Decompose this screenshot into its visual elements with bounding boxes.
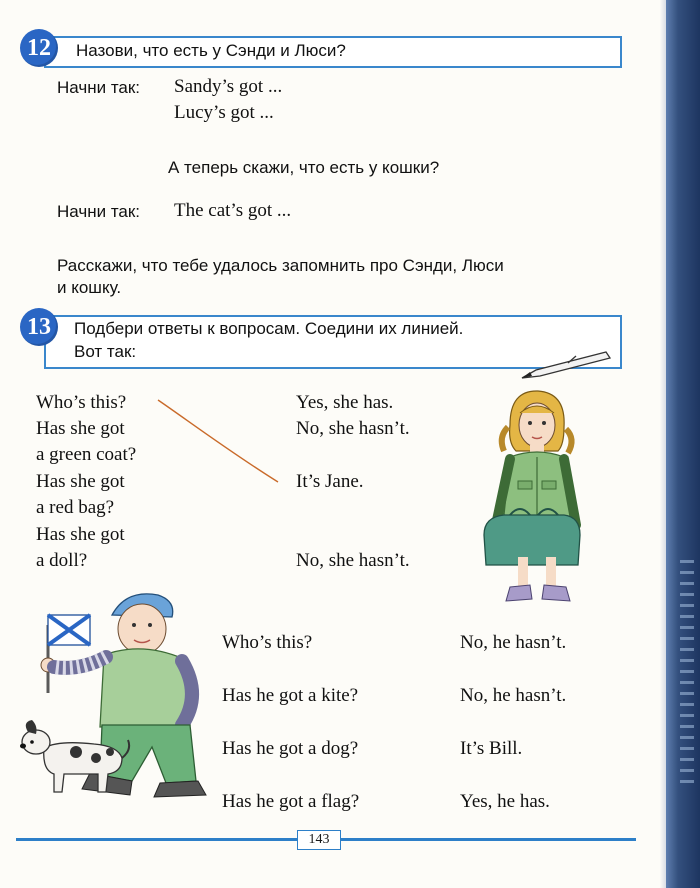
question-text: a doll? bbox=[36, 550, 88, 571]
question-text: a green coat? bbox=[36, 444, 137, 465]
question-text: Has she got bbox=[36, 418, 125, 439]
answer-text: It’s Bill. bbox=[460, 738, 523, 759]
answer-text: No, he hasn’t. bbox=[460, 632, 567, 653]
task-12-badge: 12 bbox=[20, 29, 58, 67]
question-text: Has he got a kite? bbox=[222, 685, 359, 706]
start-phrase: Lucy’s got ... bbox=[174, 102, 274, 123]
task-13-instruction: Подбери ответы к вопросам. Соедини их линией. bbox=[74, 319, 464, 338]
task-12-instruction: Назови, что есть у Сэнди и Люси? bbox=[76, 41, 346, 60]
task-13-instruction: Вот так: bbox=[74, 342, 137, 361]
start-label: Начни так: bbox=[57, 202, 141, 221]
answer-text: Yes, he has. bbox=[460, 791, 550, 812]
recall-instruction: Расскажи, что тебе удалось запомнить про Сэнди, Люси bbox=[57, 256, 504, 275]
cat-prompt: А теперь скажи, что есть у кошки? bbox=[168, 158, 440, 177]
pen-icon bbox=[518, 348, 614, 382]
answer-text: No, he hasn’t. bbox=[460, 685, 567, 706]
answer-text: No, she hasn’t. bbox=[296, 550, 410, 571]
answer-text: It’s Jane. bbox=[296, 471, 364, 492]
flag-icon bbox=[48, 615, 90, 645]
task-13-badge: 13 bbox=[20, 308, 58, 346]
answer-text: No, she hasn’t. bbox=[296, 418, 410, 439]
page-number: 143 bbox=[297, 830, 341, 850]
start-label: Начни так: bbox=[57, 78, 141, 97]
start-phrase: The cat’s got ... bbox=[174, 200, 292, 221]
spine-pattern bbox=[680, 560, 694, 790]
answer-text: Yes, she has. bbox=[296, 392, 394, 413]
question-text: Who’s this? bbox=[36, 392, 127, 413]
recall-instruction: и кошку. bbox=[57, 278, 122, 297]
question-text: Has she got bbox=[36, 471, 125, 492]
question-text: Who’s this? bbox=[222, 632, 313, 653]
girl-illustration bbox=[480, 385, 590, 615]
question-text: Has he got a flag? bbox=[222, 791, 360, 812]
example-connector-line bbox=[150, 392, 290, 492]
question-text: a red bag? bbox=[36, 497, 115, 518]
book-spine bbox=[666, 0, 700, 888]
question-text: Has he got a dog? bbox=[222, 738, 359, 759]
question-text: Has she got bbox=[36, 524, 125, 545]
dog-illustration bbox=[18, 712, 138, 802]
start-phrase: Sandy’s got ... bbox=[174, 76, 283, 97]
